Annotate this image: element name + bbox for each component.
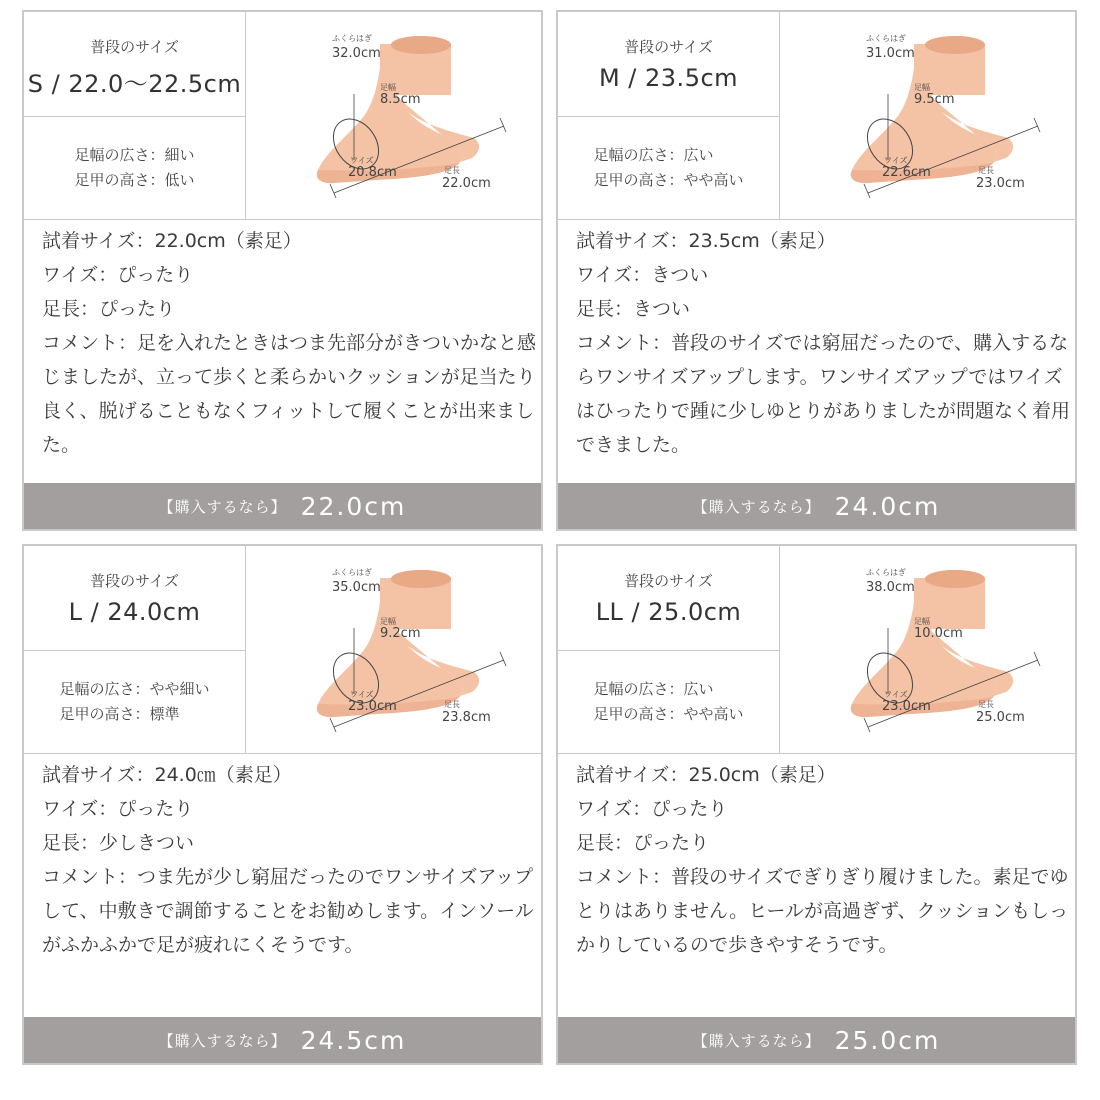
size-card-ll <box>556 544 1077 1065</box>
recommended-size-value: 25.0cm <box>834 1025 941 1055</box>
foot-length-tick-b <box>500 118 506 132</box>
foot-length-tick-b <box>500 652 506 666</box>
calf-value: 32.0cm <box>332 46 381 61</box>
wise-label: ワイズ <box>884 156 908 165</box>
usual-size-box <box>24 12 245 117</box>
wise-fit: ワイズ：ぴったり <box>42 264 194 286</box>
usual-size-caption: 普段のサイズ <box>624 572 713 590</box>
calf-label: ふくらはぎ <box>332 34 372 43</box>
trial-size: 試着サイズ：23.5cm（素足） <box>576 230 836 252</box>
foot-width-label: 足幅 <box>914 83 930 92</box>
ankle-top-cap <box>391 570 451 588</box>
card-left-panel <box>24 12 246 219</box>
calf-value: 38.0cm <box>866 580 915 595</box>
foot-length-tick-a <box>330 184 336 198</box>
foot-width-label: 足幅 <box>914 617 930 626</box>
usual-size-value: M / 23.5cm <box>598 64 739 92</box>
foot-length-value: 22.0cm <box>442 176 491 191</box>
calf-label: ふくらはぎ <box>866 34 906 43</box>
wise-label: ワイズ <box>350 156 374 165</box>
trial-comment: コメント：普段のサイズでぎりぎり履けました。素足でゆとりはありません。ヒールが高過ぎず、クッションもしっかりしているので歩きやすそうです。 <box>576 866 1069 956</box>
calf-value: 35.0cm <box>332 580 381 595</box>
calf-label: ふくらはぎ <box>866 568 906 577</box>
wise-value: 22.6cm <box>882 165 931 180</box>
foot-diagram <box>780 546 1075 753</box>
calf-value: 31.0cm <box>866 46 915 61</box>
card-top <box>24 12 541 220</box>
foot-length-tick-a <box>864 184 870 198</box>
length-fit: 足長：少しきつい <box>42 832 195 854</box>
size-card-s <box>22 10 543 531</box>
foot-width-attr: 足幅の広さ：細い <box>74 146 195 164</box>
instep-height-attr: 足甲の高さ：やや高い <box>593 171 744 189</box>
usual-size-value: L / 24.0cm <box>68 598 201 626</box>
foot-width-value: 9.2cm <box>380 626 421 641</box>
wise-fit: ワイズ：ぴったり <box>576 798 728 820</box>
foot-length-label: 足長 <box>444 166 460 175</box>
recommended-size-label: 【購入するなら】 <box>158 1031 287 1050</box>
card-top <box>558 12 1075 220</box>
trial-comment: コメント：普段のサイズでは窮屈だったので、購入するならワンサイズアップします。ワンサイズアップではワイズはひったりで踵に少しゆとりがありましたが問題なく着用できました。 <box>576 332 1071 456</box>
usual-size-caption: 普段のサイズ <box>90 572 179 590</box>
usual-size-caption: 普段のサイズ <box>624 38 713 56</box>
foot-illustration <box>780 546 1075 753</box>
foot-length-label: 足長 <box>978 700 994 709</box>
card-left-panel <box>558 12 780 219</box>
usual-size-box <box>558 546 779 651</box>
instep-height-attr: 足甲の高さ：やや高い <box>593 705 744 723</box>
length-fit: 足長：ぴったり <box>576 832 710 854</box>
recommended-size-value: 24.0cm <box>834 491 941 521</box>
recommended-size-bar <box>558 1017 1075 1063</box>
usual-size-value: S / 22.0〜22.5cm <box>27 70 242 98</box>
trial-report <box>42 224 537 462</box>
foot-length-tick-a <box>864 718 870 732</box>
size-card-l <box>22 544 543 1065</box>
trial-size: 試着サイズ：22.0cm（素足） <box>42 230 302 252</box>
foot-diagram <box>246 546 541 753</box>
usual-size-value: LL / 25.0cm <box>595 598 742 626</box>
foot-length-label: 足長 <box>978 166 994 175</box>
usual-size-box <box>24 546 245 651</box>
foot-attributes <box>24 117 245 219</box>
recommended-size-bar <box>24 483 541 529</box>
foot-width-value: 8.5cm <box>380 92 421 107</box>
foot-illustration <box>780 12 1075 219</box>
trial-size: 試着サイズ：25.0cm（素足） <box>576 764 836 786</box>
ankle-top-cap <box>925 36 985 54</box>
trial-comment: コメント：つま先が少し窮屈だったのでワンサイズアップして、中敷きで調節することをお勧めします。インソールがふかふかで足が疲れにくそうです。 <box>42 866 534 956</box>
trial-report <box>576 224 1071 462</box>
foot-illustration <box>246 12 541 219</box>
wise-value: 23.0cm <box>882 699 931 714</box>
length-fit: 足長：ぴったり <box>42 298 176 320</box>
recommended-size-label: 【購入するなら】 <box>158 497 287 516</box>
recommended-size-value: 22.0cm <box>300 491 407 521</box>
foot-width-label: 足幅 <box>380 83 396 92</box>
foot-length-value: 25.0cm <box>976 710 1025 725</box>
usual-size-box <box>558 12 779 117</box>
recommended-size-bar <box>558 483 1075 529</box>
foot-illustration <box>246 546 541 753</box>
instep-height-attr: 足甲の高さ：標準 <box>59 705 180 723</box>
foot-width-value: 9.5cm <box>914 92 955 107</box>
foot-diagram <box>246 12 541 219</box>
foot-width-attr: 足幅の広さ：広い <box>593 146 714 164</box>
foot-length-tick-b <box>1034 652 1040 666</box>
wise-value: 20.8cm <box>348 165 397 180</box>
ankle-top-cap <box>925 570 985 588</box>
card-left-panel <box>558 546 780 753</box>
recommended-size-value: 24.5cm <box>300 1025 407 1055</box>
length-fit: 足長：きつい <box>576 298 691 320</box>
wise-fit: ワイズ：きつい <box>576 264 709 286</box>
wise-label: ワイズ <box>884 690 908 699</box>
trial-report <box>42 758 534 962</box>
foot-width-attr: 足幅の広さ：やや細い <box>59 680 210 698</box>
trial-size: 試着サイズ：24.0㎝（素足） <box>42 764 292 786</box>
instep-height-attr: 足甲の高さ：低い <box>74 171 195 189</box>
foot-width-value: 10.0cm <box>914 626 963 641</box>
trial-report <box>576 758 1069 962</box>
foot-diagram <box>780 12 1075 219</box>
foot-width-attr: 足幅の広さ：広い <box>593 680 714 698</box>
wise-label: ワイズ <box>350 690 374 699</box>
calf-label: ふくらはぎ <box>332 568 372 577</box>
card-left-panel <box>24 546 246 753</box>
wise-value: 23.0cm <box>348 699 397 714</box>
trial-comment: コメント：足を入れたときはつま先部分がきついかなと感じましたが、立って歩くと柔らかいクッションが足当たり良く、脱げることもなくフィットして履くことが出来ました。 <box>42 332 537 456</box>
foot-attributes <box>558 651 779 753</box>
recommended-size-bar <box>24 1017 541 1063</box>
foot-attributes <box>558 117 779 219</box>
recommended-size-label: 【購入するなら】 <box>692 1031 821 1050</box>
card-top <box>558 546 1075 754</box>
foot-attributes <box>24 651 245 753</box>
foot-length-label: 足長 <box>444 700 460 709</box>
wise-fit: ワイズ：ぴったり <box>42 798 194 820</box>
foot-length-value: 23.0cm <box>976 176 1025 191</box>
size-card-m <box>556 10 1077 531</box>
card-top <box>24 546 541 754</box>
recommended-size-label: 【購入するなら】 <box>692 497 821 516</box>
foot-length-value: 23.8cm <box>442 710 491 725</box>
usual-size-caption: 普段のサイズ <box>90 38 179 56</box>
foot-length-tick-b <box>1034 118 1040 132</box>
ankle-top-cap <box>391 36 451 54</box>
foot-width-label: 足幅 <box>380 617 396 626</box>
foot-length-tick-a <box>330 718 336 732</box>
